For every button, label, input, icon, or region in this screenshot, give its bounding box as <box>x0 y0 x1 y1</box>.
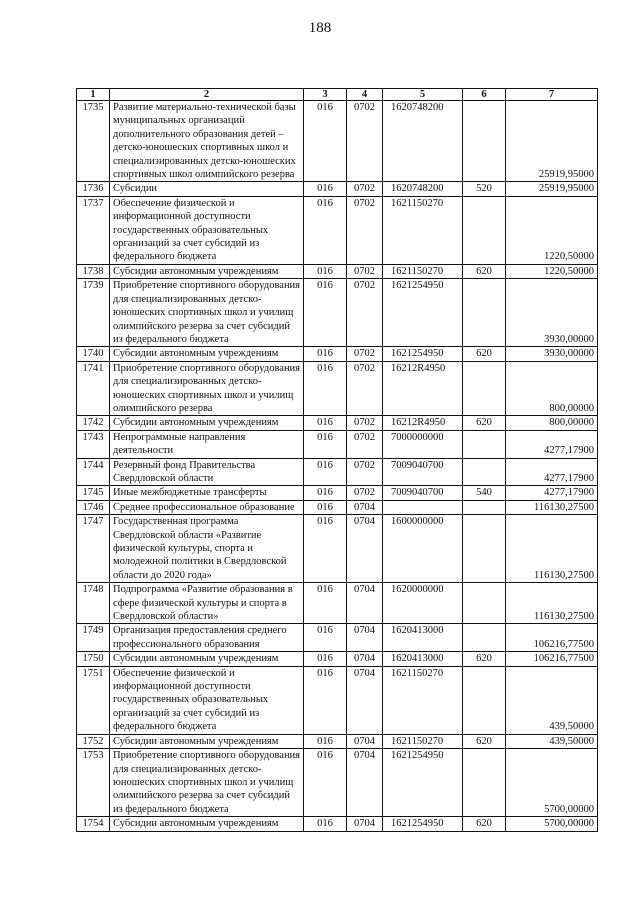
expense-type-code <box>463 500 506 514</box>
row-amount: 4277,17900 <box>506 430 598 458</box>
ministry-code: 016 <box>304 486 347 500</box>
section-code: 0704 <box>347 500 383 514</box>
ministry-code: 016 <box>304 515 347 583</box>
row-name: Субсидии автономным учреждениям <box>110 652 304 666</box>
row-name: Государственная программа Свердловской области «Развитие физической культуры, спорта и молодежной политики в Свердловской области до 2020 года» <box>110 515 304 583</box>
row-amount: 5700,00000 <box>506 817 598 831</box>
row-amount: 116130,27500 <box>506 583 598 624</box>
section-code: 0704 <box>347 515 383 583</box>
row-number: 1748 <box>77 583 110 624</box>
expense-type-code <box>463 430 506 458</box>
expense-type-code <box>463 458 506 486</box>
section-code: 0704 <box>347 817 383 831</box>
row-amount: 1220,50000 <box>506 196 598 264</box>
target-code: 1621150270 <box>383 196 463 264</box>
column-header: 5 <box>383 89 463 101</box>
table-row <box>77 458 598 486</box>
budget-table <box>76 88 598 832</box>
ministry-code: 016 <box>304 458 347 486</box>
row-name: Субсидии автономным учреждениям <box>110 347 304 361</box>
expense-type-code <box>463 279 506 347</box>
section-code: 0702 <box>347 458 383 486</box>
expense-type-code <box>463 624 506 652</box>
expense-type-code <box>463 196 506 264</box>
section-code: 0704 <box>347 749 383 817</box>
section-code: 0702 <box>347 361 383 416</box>
row-name: Непрограммные направления деятельности <box>110 430 304 458</box>
expense-type-code: 620 <box>463 347 506 361</box>
row-name: Субсидии автономным учреждениям <box>110 734 304 748</box>
expense-type-code <box>463 666 506 734</box>
column-header: 4 <box>347 89 383 101</box>
table-row <box>77 347 598 361</box>
table-row <box>77 430 598 458</box>
ministry-code: 016 <box>304 279 347 347</box>
target-code: 16212R4950 <box>383 361 463 416</box>
column-header: 7 <box>506 89 598 101</box>
row-name: Подпрограмма «Развитие образования в сфере физической культуры и спорта в Свердловской области» <box>110 583 304 624</box>
expense-type-code <box>463 749 506 817</box>
target-code: 1620748200 <box>383 101 463 182</box>
row-amount: 3930,00000 <box>506 279 598 347</box>
ministry-code: 016 <box>304 583 347 624</box>
ministry-code: 016 <box>304 101 347 182</box>
row-amount: 1220,50000 <box>506 264 598 278</box>
target-code: 7009040700 <box>383 458 463 486</box>
row-number: 1745 <box>77 486 110 500</box>
row-name: Обеспечение физической и информационной доступности государственных образовательных организаций за счет субсидий из федерального бюджета <box>110 666 304 734</box>
target-code <box>383 500 463 514</box>
table-row <box>77 361 598 416</box>
ministry-code: 016 <box>304 347 347 361</box>
section-code: 0702 <box>347 416 383 430</box>
target-code: 1621254950 <box>383 817 463 831</box>
target-code: 1621254950 <box>383 749 463 817</box>
target-code: 1620413000 <box>383 624 463 652</box>
row-name: Обеспечение физической и информационной доступности государственных образовательных организаций за счет субсидий из федерального бюджета <box>110 196 304 264</box>
ministry-code: 016 <box>304 182 347 196</box>
expense-type-code: 620 <box>463 264 506 278</box>
target-code: 16212R4950 <box>383 416 463 430</box>
table-row <box>77 583 598 624</box>
column-header: 1 <box>77 89 110 101</box>
row-name: Приобретение спортивного оборудования для специализированных детско-юношеских спортивных школ и училищ олимпийского резерва <box>110 361 304 416</box>
row-number: 1754 <box>77 817 110 831</box>
ministry-code: 016 <box>304 624 347 652</box>
row-number: 1744 <box>77 458 110 486</box>
expense-type-code <box>463 583 506 624</box>
section-code: 0704 <box>347 652 383 666</box>
row-number: 1751 <box>77 666 110 734</box>
target-code: 1621150270 <box>383 734 463 748</box>
section-code: 0704 <box>347 583 383 624</box>
row-number: 1752 <box>77 734 110 748</box>
row-number: 1746 <box>77 500 110 514</box>
target-code: 1621150270 <box>383 264 463 278</box>
table-row <box>77 279 598 347</box>
row-number: 1740 <box>77 347 110 361</box>
ministry-code: 016 <box>304 430 347 458</box>
row-number: 1743 <box>77 430 110 458</box>
table-row <box>77 101 598 182</box>
section-code: 0702 <box>347 264 383 278</box>
expense-type-code <box>463 101 506 182</box>
row-name: Приобретение спортивного оборудования для специализированных детско-юношеских спортивных школ и училищ олимпийского резерва за счет субсидий из федерального бюджета <box>110 279 304 347</box>
table-row <box>77 196 598 264</box>
table-row <box>77 624 598 652</box>
row-amount: 116130,27500 <box>506 515 598 583</box>
expense-type-code: 620 <box>463 416 506 430</box>
expense-type-code: 620 <box>463 652 506 666</box>
target-code: 7000000000 <box>383 430 463 458</box>
ministry-code: 016 <box>304 652 347 666</box>
row-amount: 106216,77500 <box>506 624 598 652</box>
ministry-code: 016 <box>304 734 347 748</box>
row-name: Развитие материально-технической базы муниципальных организаций дополнительного образования детей – детско-юношеских спортивных школ и специализированных детско-юношеских спортивных школ олимпийского резерва <box>110 101 304 182</box>
table-row <box>77 416 598 430</box>
expense-type-code <box>463 515 506 583</box>
row-name: Среднее профессиональное образование <box>110 500 304 514</box>
row-name: Приобретение спортивного оборудования для специализированных детско-юношеских спортивных школ и училищ олимпийского резерва за счет субсидий из федерального бюджета <box>110 749 304 817</box>
row-amount: 800,00000 <box>506 361 598 416</box>
target-code: 1621254950 <box>383 347 463 361</box>
table-row <box>77 817 598 831</box>
section-code: 0702 <box>347 347 383 361</box>
table-row <box>77 666 598 734</box>
row-number: 1741 <box>77 361 110 416</box>
section-code: 0704 <box>347 666 383 734</box>
row-amount: 800,00000 <box>506 416 598 430</box>
table-row <box>77 486 598 500</box>
expense-type-code: 520 <box>463 182 506 196</box>
row-name: Иные межбюджетные трансферты <box>110 486 304 500</box>
row-number: 1736 <box>77 182 110 196</box>
target-code: 1621254950 <box>383 279 463 347</box>
ministry-code: 016 <box>304 749 347 817</box>
expense-type-code: 620 <box>463 817 506 831</box>
section-code: 0704 <box>347 624 383 652</box>
row-name: Субсидии автономным учреждениям <box>110 264 304 278</box>
row-number: 1742 <box>77 416 110 430</box>
table-row <box>77 749 598 817</box>
row-name: Субсидии автономным учреждениям <box>110 416 304 430</box>
row-name: Резервный фонд Правительства Свердловской области <box>110 458 304 486</box>
row-amount: 4277,17900 <box>506 458 598 486</box>
ministry-code: 016 <box>304 416 347 430</box>
row-amount: 116130,27500 <box>506 500 598 514</box>
row-number: 1753 <box>77 749 110 817</box>
target-code: 1620413000 <box>383 652 463 666</box>
ministry-code: 016 <box>304 500 347 514</box>
row-amount: 3930,00000 <box>506 347 598 361</box>
row-amount: 25919,95000 <box>506 101 598 182</box>
page-number: 188 <box>308 20 332 36</box>
table-row <box>77 734 598 748</box>
ministry-code: 016 <box>304 264 347 278</box>
row-number: 1750 <box>77 652 110 666</box>
column-header: 3 <box>304 89 347 101</box>
section-code: 0702 <box>347 196 383 264</box>
row-number: 1737 <box>77 196 110 264</box>
table-row <box>77 500 598 514</box>
row-amount: 4277,17900 <box>506 486 598 500</box>
row-amount: 25919,95000 <box>506 182 598 196</box>
target-code: 1600000000 <box>383 515 463 583</box>
row-name: Субсидии автономным учреждениям <box>110 817 304 831</box>
row-name: Субсидии <box>110 182 304 196</box>
expense-type-code <box>463 361 506 416</box>
table-row <box>77 182 598 196</box>
ministry-code: 016 <box>304 817 347 831</box>
row-amount: 439,50000 <box>506 666 598 734</box>
row-number: 1749 <box>77 624 110 652</box>
section-code: 0702 <box>347 279 383 347</box>
ministry-code: 016 <box>304 361 347 416</box>
expense-type-code: 540 <box>463 486 506 500</box>
section-code: 0702 <box>347 430 383 458</box>
table-row <box>77 652 598 666</box>
row-amount: 5700,00000 <box>506 749 598 817</box>
target-code: 1621150270 <box>383 666 463 734</box>
header-row <box>77 89 598 101</box>
target-code: 1620748200 <box>383 182 463 196</box>
section-code: 0702 <box>347 182 383 196</box>
row-number: 1739 <box>77 279 110 347</box>
row-number: 1747 <box>77 515 110 583</box>
table-row <box>77 515 598 583</box>
row-number: 1738 <box>77 264 110 278</box>
column-header: 6 <box>463 89 506 101</box>
section-code: 0702 <box>347 486 383 500</box>
ministry-code: 016 <box>304 196 347 264</box>
target-code: 1620000000 <box>383 583 463 624</box>
row-name: Организация предоставления среднего профессионального образования <box>110 624 304 652</box>
section-code: 0702 <box>347 101 383 182</box>
ministry-code: 016 <box>304 666 347 734</box>
section-code: 0704 <box>347 734 383 748</box>
target-code: 7009040700 <box>383 486 463 500</box>
column-header: 2 <box>110 89 304 101</box>
expense-type-code: 620 <box>463 734 506 748</box>
row-amount: 439,50000 <box>506 734 598 748</box>
row-amount: 106216,77500 <box>506 652 598 666</box>
table-row <box>77 264 598 278</box>
row-number: 1735 <box>77 101 110 182</box>
